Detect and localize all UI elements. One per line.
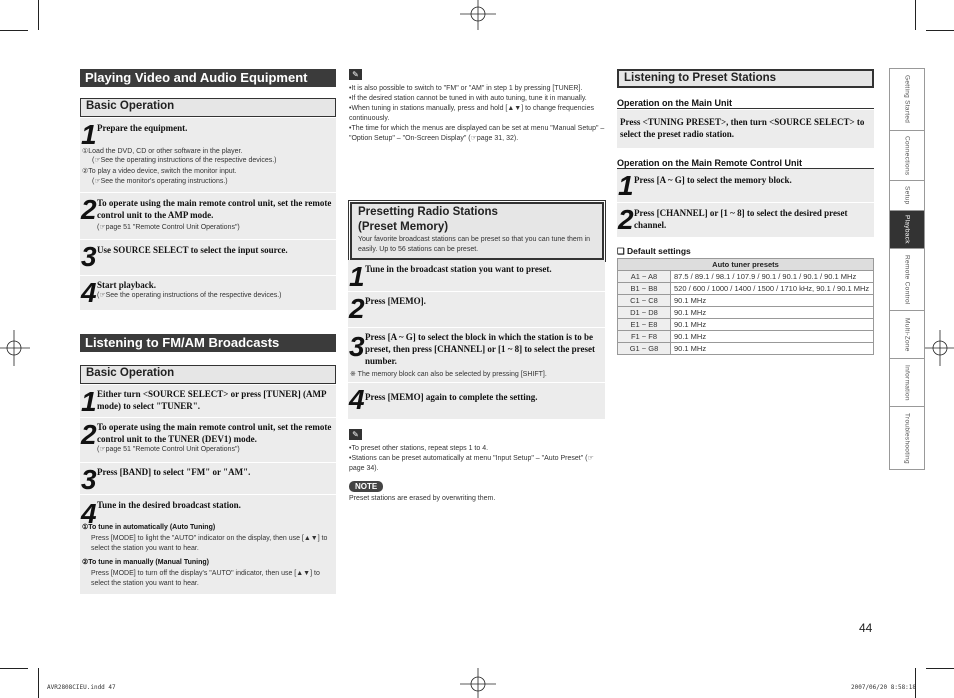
step-4: 4 Start playback. (☞See the operating instructions of the respective devices.) xyxy=(81,277,282,308)
step-text: To operate using the main remote control unit, set the remote control unit to the TUNER (DEV1) mode. xyxy=(97,422,332,444)
preset-subtitle: (Preset Memory) xyxy=(358,221,449,233)
basic-operation-heading: Basic Operation xyxy=(80,98,336,117)
table-cell-value: 90.1 MHz xyxy=(671,319,874,331)
footer-file: AVR2808CIEU.indd 47 xyxy=(47,684,116,691)
table-cell-value: 520 / 600 / 1000 / 1400 / 1500 / 1710 kHz, 90.1 / 90.1 MHz xyxy=(671,283,874,295)
table-cell-value: 90.1 MHz xyxy=(671,343,874,355)
preset-title: Presetting Radio Stations xyxy=(358,206,498,218)
page-ref: (☞page 51 "Remote Control Unit Operations") xyxy=(97,446,240,453)
listening-preset-title: Listening to Preset Stations xyxy=(617,69,874,88)
table-cell-value: 90.1 MHz xyxy=(671,331,874,343)
step-4: 4 Tune in the desired broadcast station. ①To tune in automatically (Auto Tuning) Press [MODE] to light the "AUTO" indicator on the display, then use [▲▼] to select the station you want to hear. ②To tune in manually (Manual Tuning) Press [MODE] to turn off the display's "AUTO" indicator, then use [▲▼] to select the station you want to hear. xyxy=(80,495,336,594)
steps-panel-preset xyxy=(348,260,605,419)
divider xyxy=(617,108,874,109)
steps-panel-tuner xyxy=(80,385,336,594)
step-note: ※ The memory block can also be selected by pressing [SHIFT]. xyxy=(350,371,547,378)
crop-mark xyxy=(915,0,916,30)
table-row xyxy=(618,319,874,331)
tab-setup[interactable]: Setup xyxy=(890,181,924,211)
step-text: Press [A ~ G] to select the memory block. xyxy=(634,175,792,185)
table-cell-label: C1 ~ C8 xyxy=(618,295,671,307)
step-1: 1 Tune in the broadcast station you want to preset. xyxy=(348,260,605,292)
step-text: To operate using the main remote control unit, set the remote control unit to the AMP mode. xyxy=(97,198,332,220)
op-main-panel xyxy=(617,110,874,148)
notes-bottom xyxy=(349,444,605,474)
table-cell-label: G1 ~ G8 xyxy=(618,343,671,355)
step-3: 3 Use SOURCE SELECT to select the input source. xyxy=(80,240,336,276)
table-row xyxy=(618,283,874,295)
tab-getting-started[interactable]: Getting Started xyxy=(890,69,924,131)
crop-mark xyxy=(0,668,28,669)
op-main-text: Press <TUNING PRESET>, then turn <SOURCE SELECT> to select the preset radio station. xyxy=(620,117,865,139)
page-ref: (☞page 51 "Remote Control Unit Operations") xyxy=(97,224,240,231)
footer-date: 2007/06/20 8:58:18 xyxy=(851,684,917,691)
step-1: 1 Press [A ~ G] to select the memory block. xyxy=(617,169,874,203)
tab-troubleshooting[interactable]: Troubleshooting xyxy=(903,412,911,464)
registration-mark-top xyxy=(460,0,496,30)
registration-mark-left xyxy=(0,330,30,366)
step-sub: ①Load the DVD, CD or other software in the player. xyxy=(82,148,243,155)
table-cell-value: 87.5 / 89.1 / 98.1 / 107.9 / 90.1 / 90.1 / 90.1 / 90.1 MHz xyxy=(671,271,874,283)
registration-mark-bottom xyxy=(460,668,496,698)
tab-multi-zone[interactable]: Multi-Zone xyxy=(890,311,924,359)
page-ref: (☞See the monitor's operating instructions.) xyxy=(92,178,228,185)
op-main-heading: Operation on the Main Unit xyxy=(617,98,732,108)
step-3: 3 Press [A ~ G] to select the block in which the station is to be preset, then press [CHANNEL] or [1 ~ 8] to select the preset number. ※ The memory block can also be selected by pressing [SHIFT]. xyxy=(348,328,605,383)
step-text: Press [CHANNEL] or [1 ~ 8] to select the desired preset channel. xyxy=(634,208,848,230)
step-2: 2 Press [CHANNEL] or [1 ~ 8] to select the desired preset channel. xyxy=(617,203,874,237)
registration-mark-right xyxy=(924,330,954,366)
note-item: •The time for which the menus are displayed can be set at menu "Manual Setup" – "Option Setup" – "On-Screen Display" (☞page 31, 32). xyxy=(349,125,605,142)
table-cell-label: A1 ~ A8 xyxy=(618,271,671,283)
pencil-icon: ✎ xyxy=(349,69,362,80)
crop-mark xyxy=(38,668,39,698)
table-cell-value: 90.1 MHz xyxy=(671,295,874,307)
table-row xyxy=(618,271,874,283)
op-remote-panel xyxy=(617,169,874,237)
step-text: Press [BAND] to select "FM" or "AM". xyxy=(97,467,251,477)
tab-remote-control[interactable]: Remote Control xyxy=(890,249,924,311)
step-1: 1 Prepare the equipment. ①Load the DVD, CD or other software in the player. (☞See the operating instructions of the respective devices.) ②To play a video device, switch the monitor input. (☞See the monitor's operating instructions.) xyxy=(80,118,336,193)
manual-tuning-body: Press [MODE] to turn off the display's "AUTO" indicator, then use [▲▼] to select the station you want to hear. xyxy=(91,570,320,587)
crop-mark xyxy=(915,668,916,698)
crop-mark xyxy=(926,668,954,669)
table-cell-label: B1 ~ B8 xyxy=(618,283,671,295)
table-cell-label: D1 ~ D8 xyxy=(618,307,671,319)
step-text: Tune in the broadcast station you want to preset. xyxy=(365,264,552,274)
default-settings-heading: ❑ Default settings xyxy=(617,246,691,256)
table-cell-label: E1 ~ E8 xyxy=(618,319,671,331)
auto-tuning-title: ①To tune in automatically (Auto Tuning) xyxy=(82,524,216,531)
step-sub: ②To play a video device, switch the monitor input. xyxy=(82,168,237,175)
step-3: 3 Press [BAND] to select "FM" or "AM". xyxy=(80,463,336,495)
tab-information[interactable]: Information xyxy=(890,359,924,407)
preset-description: Your favorite broadcast stations can be preset so that you can tune them in easily. Up to 56 stations can be preset. xyxy=(358,236,591,253)
step-text: Prepare the equipment. xyxy=(97,123,188,133)
tab-connections[interactable]: Connections xyxy=(890,131,924,181)
note-item: •To preset other stations, repeat steps 1 to 4. xyxy=(349,445,489,452)
page-number: 44 xyxy=(859,621,873,635)
op-remote-heading: Operation on the Main Remote Control Unit xyxy=(617,158,802,168)
manual-tuning-title: ②To tune in manually (Manual Tuning) xyxy=(82,559,209,566)
note-item: •If the desired station cannot be tuned in with auto tuning, tune it in manually. xyxy=(349,95,587,102)
table-row xyxy=(618,331,874,343)
preset-memory-header xyxy=(350,202,604,260)
steps-panel-video xyxy=(80,118,336,310)
note-badge: NOTE xyxy=(349,481,383,492)
crop-mark xyxy=(926,30,954,31)
step-4: 4 Press [MEMO] again to complete the setting. xyxy=(349,384,538,415)
table-row xyxy=(618,307,874,319)
note-text: Preset stations are erased by overwriting them. xyxy=(349,495,496,502)
tab-playback[interactable]: Playback xyxy=(890,211,924,249)
note-item: •It is also possible to switch to "FM" or "AM" in step 1 by pressing [TUNER]. xyxy=(349,85,583,92)
step-2: 2 Press [MEMO]. xyxy=(348,292,605,328)
table-cell-value: 90.1 MHz xyxy=(671,307,874,319)
step-text: Tune in the desired broadcast station. xyxy=(97,500,241,510)
auto-tuning-body: Press [MODE] to light the "AUTO" indicator on the display, then use [▲▼] to select the station you want to hear. xyxy=(91,535,328,552)
table-row xyxy=(618,295,874,307)
step-2: 2 To operate using the main remote control unit, set the remote control unit to the AMP mode. (☞page 51 "Remote Control Unit Operations") xyxy=(80,193,336,240)
crop-mark xyxy=(38,0,39,30)
step-text: Press [MEMO]. xyxy=(365,296,426,306)
section-title-fm-am: Listening to FM/AM Broadcasts xyxy=(80,334,336,352)
basic-operation-heading: Basic Operation xyxy=(80,365,336,384)
notes-top xyxy=(349,84,605,144)
pencil-icon: ✎ xyxy=(349,429,362,440)
crop-mark xyxy=(0,30,28,31)
note-item: •When tuning in stations manually, press and hold [▲▼] to change frequencies continuously. xyxy=(349,105,594,122)
table-header: Auto tuner presets xyxy=(618,259,874,271)
section-title-video-audio: Playing Video and Audio Equipment xyxy=(80,69,336,87)
step-text: Press [MEMO] again to complete the setting. xyxy=(365,392,538,402)
step-2: 2 To operate using the main remote control unit, set the remote control unit to the TUNER (DEV1) mode. (☞page 51 "Remote Control Unit Operations") xyxy=(80,418,336,463)
preset-table xyxy=(617,258,874,355)
table-cell-label: F1 ~ F8 xyxy=(618,331,671,343)
step-text: Either turn <SOURCE SELECT> or press [TUNER] (AMP mode) to select "TUNER". xyxy=(97,389,327,411)
table-row xyxy=(618,343,874,355)
note-item: •Stations can be preset automatically at menu "Input Setup" – "Auto Preset" (☞page 34). xyxy=(349,455,594,472)
step-text: Use SOURCE SELECT to select the input source. xyxy=(97,245,288,255)
step-text: Press [A ~ G] to select the block in which the station is to be preset, then press [CHANNEL] or [1 ~ 8] to select the preset number. xyxy=(365,332,595,366)
step-text: Start playback. xyxy=(97,280,157,290)
step-1: 1 Either turn <SOURCE SELECT> or press [TUNER] (AMP mode) to select "TUNER". xyxy=(80,385,336,418)
page-ref: (☞See the operating instructions of the respective devices.) xyxy=(97,292,282,299)
page-ref: (☞See the operating instructions of the respective devices.) xyxy=(92,157,277,164)
chapter-tabs xyxy=(889,68,925,470)
